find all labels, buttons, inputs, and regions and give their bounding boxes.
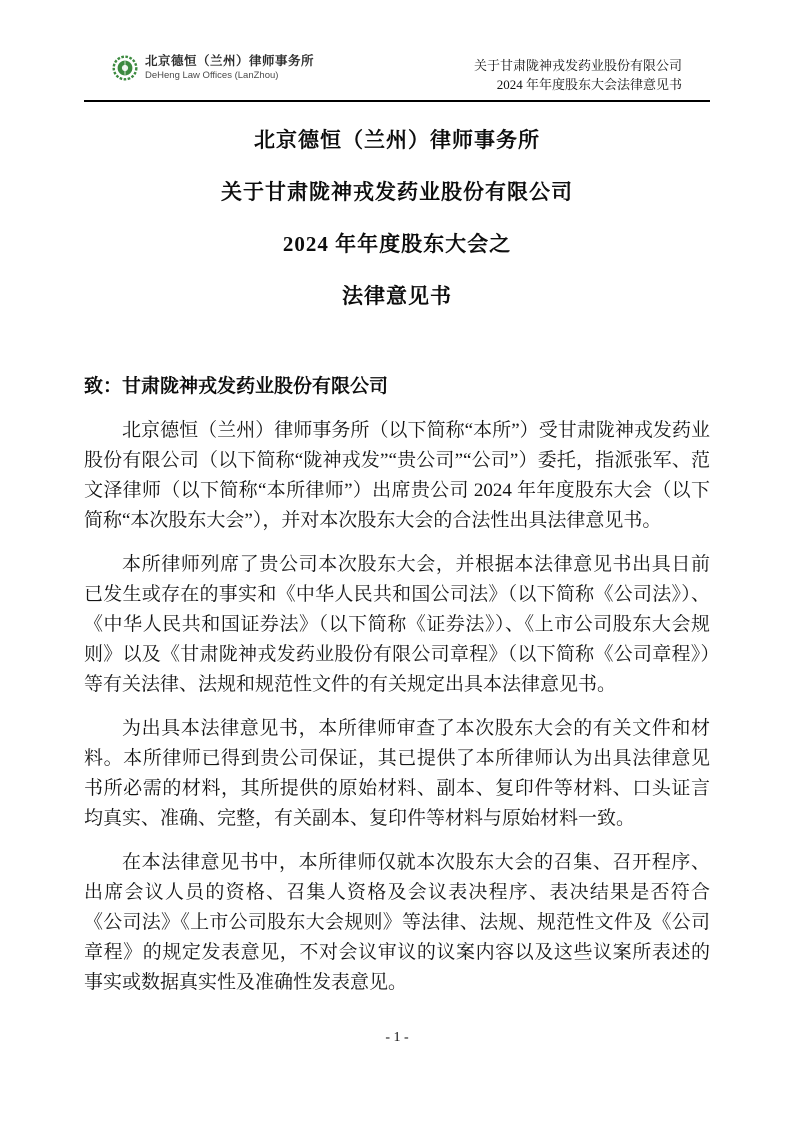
firm-name-en: DeHeng Law Offices (LanZhou) <box>145 69 279 81</box>
header-divider <box>84 100 710 102</box>
document-title-line-4: 法律意见书 <box>342 284 452 308</box>
header-doc-ref-line-1: 关于甘肃陇神戎发药业股份有限公司 <box>473 58 682 73</box>
law-firm-seal-icon <box>112 55 138 81</box>
page-footer <box>0 1030 794 1046</box>
page-header <box>84 48 710 96</box>
header-doc-reference <box>474 54 682 94</box>
body-paragraph: 在本法律意见书中，本所律师仅就本次股东大会的召集、召开程序、出席会议人员的资格、召集人资格及会议表决程序、表决结果是否符合《公司法》《上市公司股东大会规则》等法律、法规、规范性文件及《公司章程》的规定发表意见，不对会议审议的议案内容以及这些议案所表述的事实或数据真实性及准确性发表意见。 <box>84 852 710 993</box>
body-paragraph: 本所律师列席了贵公司本次股东大会，并根据本法律意见书出具日前已发生或存在的事实和《中华人民共和国公司法》（以下简称《公司法》）、《中华人民共和国证券法》（以下简称《证券法》）、《上市公司股东大会规则》以及《甘肃陇神戎发药业股份有限公司章程》（以下简称《公司章程》）等有关法律、法规和规范性文件的有关规定出具本法律意见书。 <box>84 554 710 695</box>
body-paragraph: 北京德恒（兰州）律师事务所（以下简称“本所”）受甘肃陇神戎发药业股份有限公司（以下简称“陇神戎发”“贵公司”“公司”）委托，指派张军、范文泽律师（以下简称“本所律师”）出席贵公司 2024 年年度股东大会（以下简称“本次股东大会”），并对本次股东大会的合法性出具法律意见书。 <box>84 420 710 531</box>
firm-logo-text <box>145 54 314 82</box>
document-body <box>84 128 710 998</box>
document-title <box>84 128 710 308</box>
document-title-line-1: 北京德恒（兰州）律师事务所 <box>254 128 540 152</box>
addressee-line: 致：甘肃陇神戎发药业股份有限公司 <box>84 376 389 397</box>
header-doc-ref-line-2: 2024 年年度股东大会法律意见书 <box>496 77 682 92</box>
firm-logo <box>112 54 314 82</box>
firm-name-cn: 北京德恒（兰州）律师事务所 <box>145 54 315 68</box>
body-paragraph: 为出具本法律意见书，本所律师审查了本次股东大会的有关文件和材料。本所律师已得到贵公司保证，其已提供了本所律师认为出具法律意见书所必需的材料，其所提供的原始材料、副本、复印件等材料、口头证言均真实、准确、完整，有关副本、复印件等材料与原始材料一致。 <box>84 718 710 829</box>
document-title-line-2: 关于甘肃陇神戎发药业股份有限公司 <box>221 180 573 204</box>
document-title-line-3: 2024 年年度股东大会之 <box>282 232 512 256</box>
page-number: - 1 - <box>385 1030 409 1045</box>
